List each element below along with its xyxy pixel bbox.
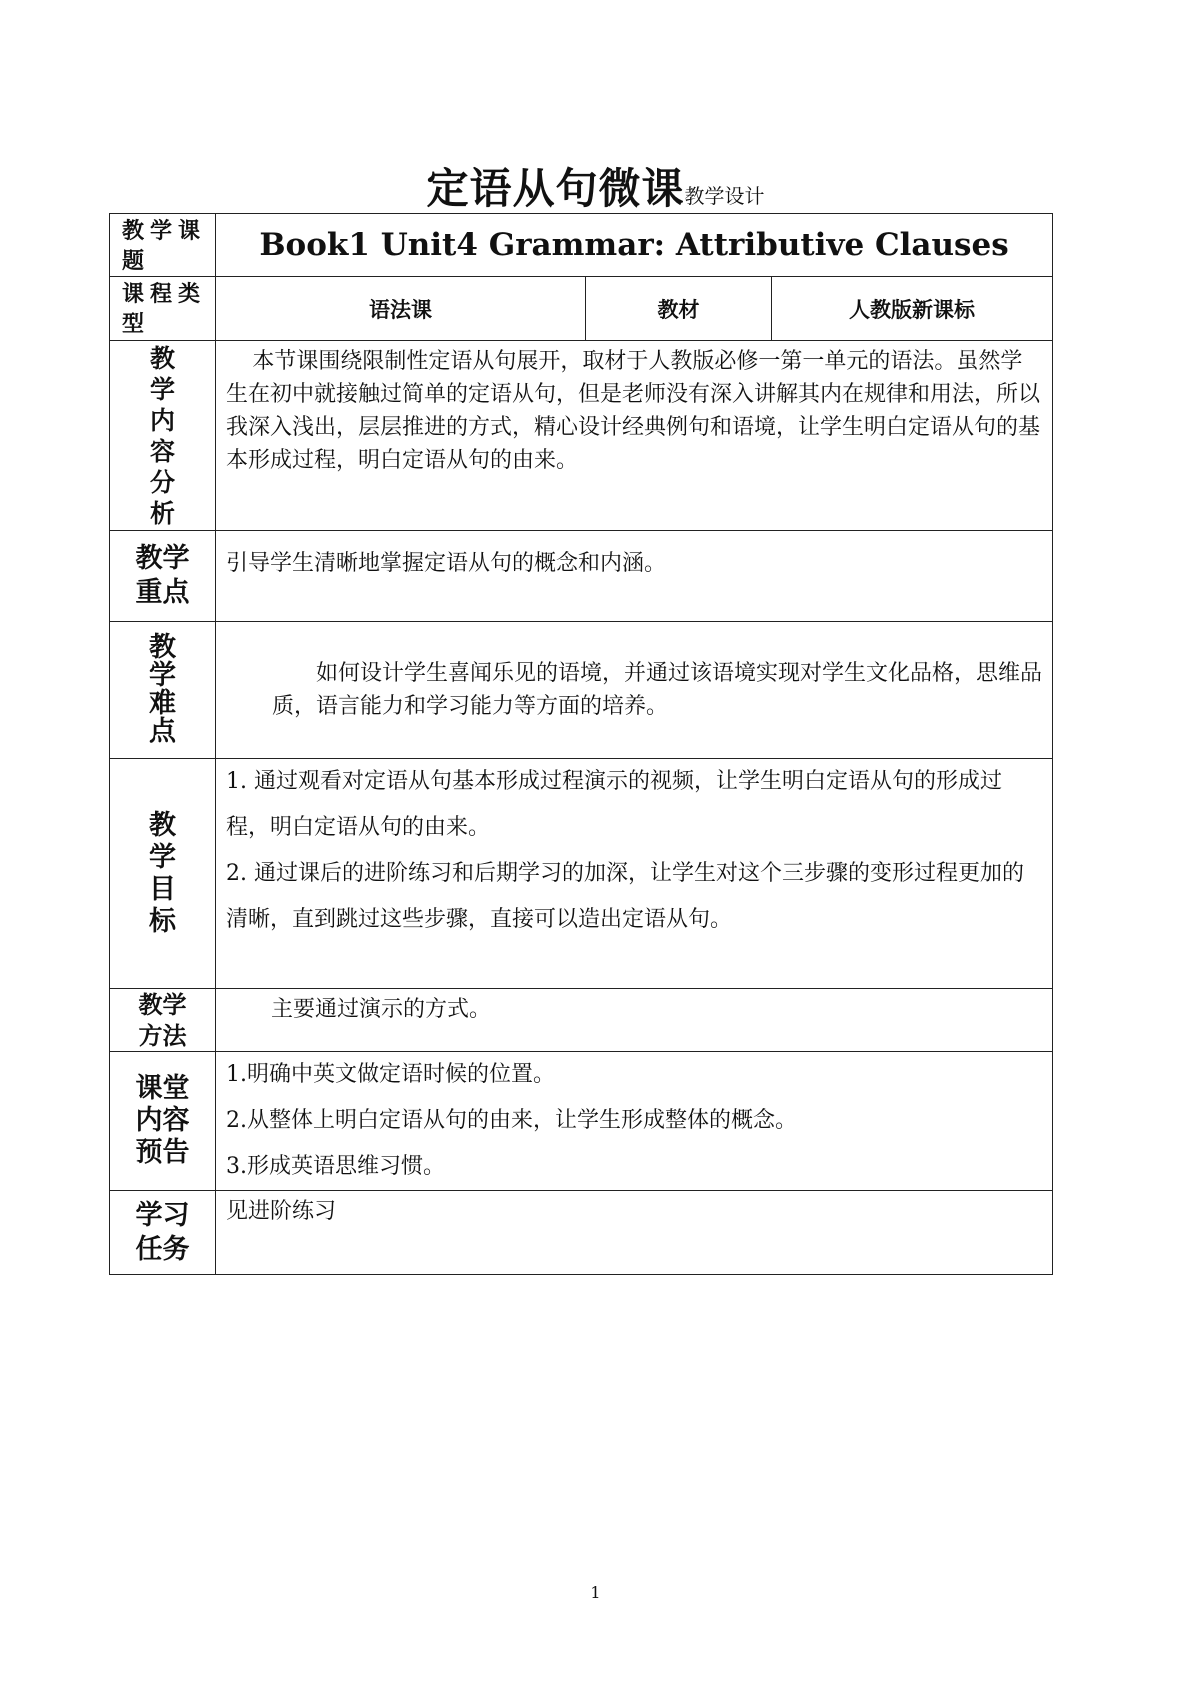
objective-item: 2. 通过课后的进阶练习和后期学习的加深，让学生对这个三步骤的变形过程更加的清晰，直到跳过这些步骤，直接可以造出定语从句。 — [226, 861, 1024, 932]
label-char: 教 — [149, 343, 175, 373]
topic-value: Book1 Unit4 Grammar: Attributive Clauses — [216, 214, 1053, 277]
lesson-plan-table — [109, 213, 1053, 1275]
label-type: 课程类型 — [110, 277, 216, 341]
label-char: 学 — [149, 841, 176, 873]
title-main: 定语从句微课 — [426, 164, 685, 213]
label-char: 容 — [149, 436, 175, 466]
label-char: 教 — [149, 809, 176, 841]
label-line: 内容 — [135, 1105, 190, 1136]
label-preview — [110, 1052, 216, 1191]
objective-item: 1. 通过观看对定语从句基本形成过程演示的视频，让学生明白定语从句的形成过程，明白定语从句的由来。 — [226, 769, 1002, 840]
row-difficulty — [110, 622, 1053, 759]
title-sub: 教学设计 — [684, 184, 765, 208]
row-analysis — [110, 341, 1053, 531]
row-preview — [110, 1052, 1053, 1191]
label-char: 学 — [149, 374, 175, 404]
label-line: 教学 — [138, 990, 187, 1019]
page-number: 1 — [590, 1583, 601, 1602]
label-objectives — [110, 759, 216, 989]
row-method — [110, 989, 1053, 1052]
difficulty-text — [216, 622, 1053, 759]
label-difficulty — [110, 622, 216, 759]
label-char: 学 — [149, 660, 176, 691]
key-point-text: 引导学生清晰地掌握定语从句的概念和内涵。 — [216, 531, 1053, 622]
label-line: 任务 — [135, 1233, 190, 1265]
label-line: 课堂 — [135, 1073, 190, 1104]
label-line: 方法 — [138, 1021, 187, 1050]
difficulty-paragraph: 如何设计学生喜闻乐见的语境，并通过该语境实现对学生文化品格，思维品质，语言能力和学习能力等方面的培养。 — [272, 661, 1043, 719]
preview-text — [216, 1052, 1053, 1191]
analysis-paragraph: 本节课围绕限制性定语从句展开，取材于人教版必修一第一单元的语法。虽然学生在初中就接触过简单的定语从句，但是老师没有深入讲解其内在规律和用法，所以我深入浅出，层层推进的方式，精心设计经典例句和语境，让学生明白定语从句的基本形成过程，明白定语从句的由来。 — [226, 349, 1041, 473]
label-char: 目 — [149, 873, 176, 905]
row-type — [110, 277, 1053, 341]
label-topic: 教学课题 — [110, 214, 216, 277]
preview-item: 3.形成英语思维习惯。 — [226, 1154, 445, 1179]
analysis-text — [216, 341, 1053, 531]
label-line: 重点 — [135, 577, 190, 608]
row-objectives — [110, 759, 1053, 989]
label-char: 点 — [149, 716, 176, 747]
row-key-point — [110, 531, 1053, 622]
row-topic — [110, 214, 1053, 277]
method-text: 主要通过演示的方式。 — [216, 989, 1053, 1052]
label-char: 内 — [149, 405, 175, 435]
label-analysis — [110, 341, 216, 531]
label-char: 难 — [149, 688, 176, 719]
page-title — [0, 156, 1191, 216]
type-value: 语法课 — [216, 277, 586, 341]
preview-item: 2.从整体上明白定语从句的由来，让学生形成整体的概念。 — [226, 1108, 797, 1133]
label-task — [110, 1191, 216, 1275]
task-text: 见进阶练习 — [216, 1191, 1053, 1275]
label-line: 预告 — [135, 1137, 190, 1168]
row-task — [110, 1191, 1053, 1275]
label-method — [110, 989, 216, 1052]
textbook-label: 教材 — [586, 277, 772, 341]
preview-item: 1.明确中英文做定语时候的位置。 — [226, 1062, 555, 1087]
textbook-value: 人教版新课标 — [772, 277, 1053, 341]
label-char: 标 — [149, 905, 176, 937]
label-line: 教学 — [135, 543, 190, 574]
label-char: 分 — [149, 467, 175, 497]
objectives-text — [216, 759, 1053, 989]
label-key-point — [110, 531, 216, 622]
label-char: 析 — [149, 498, 175, 528]
label-line: 学习 — [135, 1199, 190, 1231]
label-char: 教 — [149, 632, 176, 663]
